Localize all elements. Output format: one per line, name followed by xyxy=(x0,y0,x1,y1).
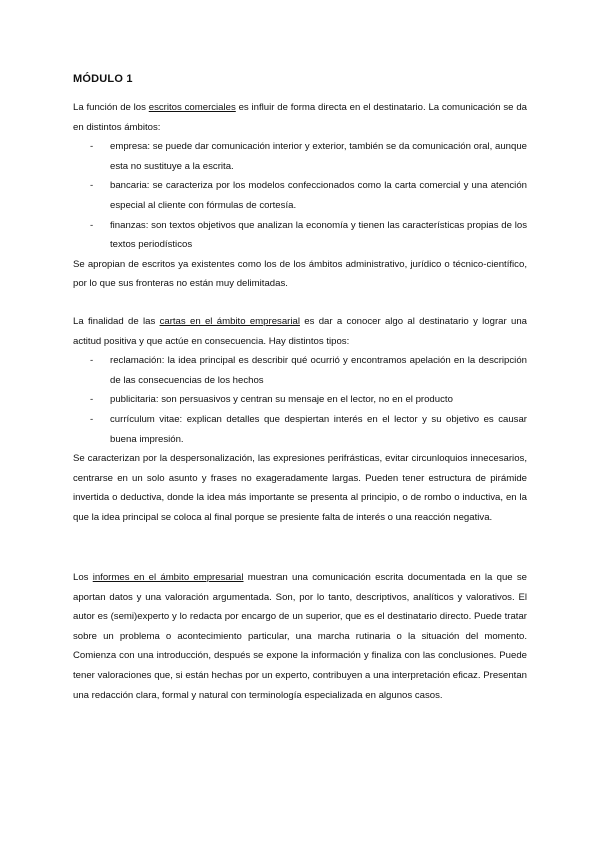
list-item-text: finanzas: son textos objetivos que analizan la economía y tienen las características propias de los textos periodísticos xyxy=(110,219,527,251)
intro-text: Los xyxy=(73,572,93,583)
intro-text: muestran una comunicación escrita documentada en la que se aportan datos y una valoración argumentada. Son, por lo tanto, descriptivos, analíticos y valorativos. El autor es (semi)experto y lo redacta por encargo de un superior, que es el destinatario directo. Puede tratar sobre un problema o acontecimiento particular, una marcha rutinaria o la situación del momento. Comienza con una introducción, después se expone la información y finaliza con las conclusiones. Puede tener valoraciones que, si están hechas por un experto, contribuyen a una interpretación eficaz. Presentan una redacción clara, formal y natural con terminología especializada en algunos casos. xyxy=(73,572,527,701)
list-item-text: publicitaria: son persuasivos y centran su mensaje en el lector, no en el producto xyxy=(110,394,453,406)
list-item-text: bancaria: se caracteriza por los modelos confeccionados como la carta comercial y una atención especial al cliente con fórmulas de cortesía. xyxy=(110,180,527,211)
section-intro xyxy=(73,98,527,137)
section-intro xyxy=(73,312,527,351)
section-business-letters xyxy=(73,312,527,528)
underlined-term: informes en el ámbito empresarial xyxy=(92,572,244,583)
bullet-list xyxy=(73,351,527,449)
intro-text: es dar a conocer algo al destinatario y lograr una actitud positiva y que actúe en consecuencia. Hay distintos tipos: xyxy=(73,316,528,347)
list-item-text: reclamación: la idea principal es describir qué ocurrió y encontramos apelación en la descripción de las consecuencias de los hechos xyxy=(110,355,527,386)
list-item xyxy=(73,137,527,176)
list-item-text: empresa: se puede dar comunicación interior y exterior, también se da comunicación oral, aunque esta no sustituye a la escrita. xyxy=(110,141,527,172)
intro-text: es influir de forma directa en el destinatario. La comunicación se da en distintos ámbitos: xyxy=(73,102,527,133)
section-body xyxy=(73,568,527,705)
dash-icon: - xyxy=(90,141,94,153)
list-item xyxy=(73,351,527,390)
list-item xyxy=(73,410,527,449)
list-item-text: currículum vitae: explican detalles que despiertan interés en el lector y su objetivo es causar buena impresión. xyxy=(110,413,527,445)
dash-icon: - xyxy=(90,180,94,192)
module-title: MÓDULO 1 xyxy=(73,73,133,85)
dash-icon: - xyxy=(90,394,94,406)
bullet-list xyxy=(73,137,527,255)
intro-text: La función de los xyxy=(73,102,149,113)
section-closing: Se apropian de escritos ya existentes como los de los ámbitos administrativo, jurídico o técnico-científico, por lo que sus fronteras no están muy delimitadas. xyxy=(73,258,527,290)
section-business-reports xyxy=(73,568,527,705)
list-item xyxy=(73,390,527,410)
dash-icon: - xyxy=(90,219,94,231)
dash-icon: - xyxy=(90,413,94,425)
list-item xyxy=(73,216,527,255)
intro-text: La finalidad de las xyxy=(73,316,160,327)
list-item xyxy=(73,176,527,215)
section-commercial-writings xyxy=(73,98,527,294)
underlined-term: escritos comerciales xyxy=(148,102,236,113)
dash-icon: - xyxy=(90,355,94,367)
section-closing: Se caracterizan por la despersonalización, las expresiones perifrásticas, evitar circunloquios innecesarios, centrarse en un solo asunto y frases no exageradamente largas. Pueden tener estructura de pirámide invertida o deductiva, donde la idea más importante se presenta al principio, o de rombo o inductiva, en la que la idea principal se coloca al final porque se presiente falta de interés o una reacción negativa. xyxy=(73,453,527,523)
underlined-term: cartas en el ámbito empresarial xyxy=(159,316,300,327)
